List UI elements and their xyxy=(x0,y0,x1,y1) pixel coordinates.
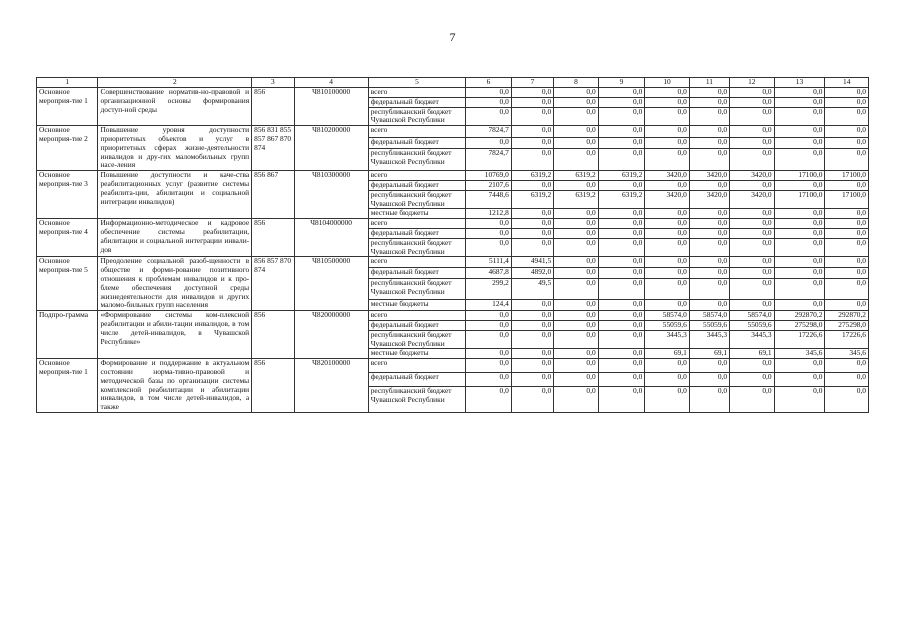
activity-description: «Формирование системы ком-плексной реабилитации и абили-тации инвалидов, в том числе детей-инвалидов, в Чувашской Республике» xyxy=(98,311,252,359)
amount-cell: 0,0 xyxy=(511,219,553,229)
amount-cell: 0,0 xyxy=(689,279,729,300)
amount-cell: 0,0 xyxy=(554,311,599,321)
amount-cell: 0,0 xyxy=(511,209,553,219)
amount-cell: 0,0 xyxy=(598,279,645,300)
amount-cell: 0,0 xyxy=(511,349,553,359)
amount-cell: 0,0 xyxy=(598,137,645,149)
table-row xyxy=(37,88,869,98)
budget-classification-code: Ч820000000 xyxy=(294,311,368,359)
amount-cell: 0,0 xyxy=(598,311,645,321)
amount-cell: 0,0 xyxy=(689,359,729,373)
amount-cell: 17226,6 xyxy=(825,330,869,349)
activity-title: Основное мероприя-тие 3 xyxy=(37,171,98,219)
executor-codes: 856 xyxy=(252,88,294,126)
amount-cell: 0,0 xyxy=(511,149,553,171)
amount-cell: 0,0 xyxy=(466,219,512,229)
amount-cell: 345,6 xyxy=(774,349,825,359)
amount-cell: 0,0 xyxy=(511,372,553,386)
amount-cell: 0,0 xyxy=(645,219,690,229)
header-cell: 3 xyxy=(252,78,294,88)
amount-cell: 0,0 xyxy=(511,137,553,149)
amount-cell: 0,0 xyxy=(689,97,729,107)
header-cell: 12 xyxy=(730,78,775,88)
amount-cell: 3420,0 xyxy=(645,171,690,181)
amount-cell: 0,0 xyxy=(730,88,775,98)
amount-cell: 0,0 xyxy=(645,180,690,190)
amount-cell: 0,0 xyxy=(466,320,512,330)
activity-title: Основное мероприя-тие 5 xyxy=(37,257,98,311)
amount-cell: 0,0 xyxy=(645,126,690,138)
amount-cell: 299,2 xyxy=(466,279,512,300)
amount-cell: 0,0 xyxy=(598,238,645,257)
amount-cell: 275298,0 xyxy=(774,320,825,330)
budget-classification-code: Ч810100000 xyxy=(294,88,368,126)
table-row xyxy=(37,257,869,268)
amount-cell: 0,0 xyxy=(598,268,645,279)
amount-cell: 58574,0 xyxy=(689,311,729,321)
amount-cell: 0,0 xyxy=(645,137,690,149)
amount-cell: 0,0 xyxy=(730,180,775,190)
amount-cell: 0,0 xyxy=(730,257,775,268)
amount-cell: 0,0 xyxy=(774,257,825,268)
amount-cell: 0,0 xyxy=(730,219,775,229)
amount-cell: 0,0 xyxy=(554,279,599,300)
amount-cell: 0,0 xyxy=(689,372,729,386)
amount-cell: 0,0 xyxy=(511,180,553,190)
amount-cell: 0,0 xyxy=(825,257,869,268)
amount-cell: 0,0 xyxy=(511,386,553,412)
amount-cell: 0,0 xyxy=(554,268,599,279)
header-cell: 6 xyxy=(466,78,512,88)
activity-title: Основное мероприя-тие 2 xyxy=(37,126,98,171)
header-row xyxy=(37,78,869,88)
amount-cell: 0,0 xyxy=(689,88,729,98)
executor-codes: 856 831 855 857 867 870 874 xyxy=(252,126,294,171)
amount-cell: 0,0 xyxy=(730,386,775,412)
amount-cell: 0,0 xyxy=(645,238,690,257)
amount-cell: 69,1 xyxy=(730,349,775,359)
amount-cell: 0,0 xyxy=(825,126,869,138)
amount-cell: 0,0 xyxy=(689,228,729,238)
executor-codes: 856 xyxy=(252,311,294,359)
funding-source: республиканский бюджет Чувашской Республики xyxy=(368,149,466,171)
amount-cell: 0,0 xyxy=(825,359,869,373)
header-cell: 4 xyxy=(294,78,368,88)
amount-cell: 0,0 xyxy=(825,180,869,190)
amount-cell: 0,0 xyxy=(730,228,775,238)
budget-classification-code: Ч810500000 xyxy=(294,257,368,311)
amount-cell: 0,0 xyxy=(730,268,775,279)
amount-cell: 49,5 xyxy=(511,279,553,300)
activity-title: Основное мероприя-тие 1 xyxy=(37,88,98,126)
amount-cell: 275298,0 xyxy=(825,320,869,330)
amount-cell: 0,0 xyxy=(825,228,869,238)
amount-cell: 0,0 xyxy=(554,320,599,330)
budget-classification-code: Ч810300000 xyxy=(294,171,368,219)
amount-cell: 0,0 xyxy=(554,372,599,386)
amount-cell: 17226,6 xyxy=(774,330,825,349)
executor-codes: 856 xyxy=(252,219,294,257)
amount-cell: 0,0 xyxy=(689,257,729,268)
amount-cell: 0,0 xyxy=(774,107,825,126)
amount-cell: 0,0 xyxy=(645,268,690,279)
amount-cell: 0,0 xyxy=(598,209,645,219)
amount-cell: 0,0 xyxy=(774,386,825,412)
funding-source: местные бюджеты xyxy=(368,209,466,219)
amount-cell: 0,0 xyxy=(825,268,869,279)
budget-classification-code: Ч810200000 xyxy=(294,126,368,171)
header-cell: 7 xyxy=(511,78,553,88)
amount-cell: 0,0 xyxy=(554,180,599,190)
amount-cell: 1212,8 xyxy=(466,209,512,219)
amount-cell: 345,6 xyxy=(825,349,869,359)
amount-cell: 3445,3 xyxy=(689,330,729,349)
funding-source: всего xyxy=(368,126,466,138)
funding-source: федеральный бюджет xyxy=(368,268,466,279)
amount-cell: 0,0 xyxy=(511,126,553,138)
amount-cell: 0,0 xyxy=(554,97,599,107)
amount-cell: 0,0 xyxy=(466,311,512,321)
amount-cell: 0,0 xyxy=(645,300,690,311)
amount-cell: 0,0 xyxy=(511,330,553,349)
amount-cell: 0,0 xyxy=(511,88,553,98)
amount-cell: 0,0 xyxy=(554,349,599,359)
amount-cell: 4941,5 xyxy=(511,257,553,268)
amount-cell: 0,0 xyxy=(554,359,599,373)
amount-cell: 0,0 xyxy=(774,137,825,149)
activity-description: Повышение уровня доступности приоритетных объектов и услуг в приоритетных сферах жизне-деятельности инвалидов и дру-гих маломобильных групп насе-ления xyxy=(98,126,252,171)
amount-cell: 0,0 xyxy=(466,386,512,412)
amount-cell: 0,0 xyxy=(730,107,775,126)
amount-cell: 0,0 xyxy=(511,97,553,107)
amount-cell: 0,0 xyxy=(466,228,512,238)
header-cell: 9 xyxy=(598,78,645,88)
activity-description: Формирование и поддержание в актуальном состоянии норма-тивно-правовой и методической базы по организации системы комплексной реабилитации и абилитации инвалидов, в том числе детей-инвалидов, а также xyxy=(98,359,252,413)
amount-cell: 0,0 xyxy=(730,300,775,311)
activity-title: Основное мероприя-тие 1 xyxy=(37,359,98,413)
funding-source: местные бюджеты xyxy=(368,349,466,359)
activity-description: Информационно-методическое и кадровое обеспечение системы реабилитации, абилитации и социальной интеграции инвали-дов xyxy=(98,219,252,257)
amount-cell: 0,0 xyxy=(598,107,645,126)
amount-cell: 0,0 xyxy=(825,137,869,149)
funding-source: республиканский бюджет Чувашской Республики xyxy=(368,238,466,257)
amount-cell: 0,0 xyxy=(774,180,825,190)
amount-cell: 0,0 xyxy=(511,311,553,321)
table-row xyxy=(37,126,869,138)
amount-cell: 0,0 xyxy=(689,238,729,257)
amount-cell: 0,0 xyxy=(689,386,729,412)
amount-cell: 6319,2 xyxy=(511,190,553,209)
funding-source: федеральный бюджет xyxy=(368,180,466,190)
amount-cell: 0,0 xyxy=(598,320,645,330)
amount-cell: 0,0 xyxy=(554,228,599,238)
activity-description: Совершенствование норматив-но-правовой и организационной основы формирования доступ-ной среды xyxy=(98,88,252,126)
amount-cell: 0,0 xyxy=(825,238,869,257)
amount-cell: 0,0 xyxy=(511,107,553,126)
amount-cell: 0,0 xyxy=(774,238,825,257)
funding-source: республиканский бюджет Чувашской Республики xyxy=(368,190,466,209)
amount-cell: 69,1 xyxy=(645,349,690,359)
page-number: 7 xyxy=(449,30,456,44)
amount-cell: 0,0 xyxy=(825,372,869,386)
amount-cell: 0,0 xyxy=(511,320,553,330)
header-cell: 10 xyxy=(645,78,690,88)
table-row xyxy=(37,171,869,181)
amount-cell: 17100,0 xyxy=(825,171,869,181)
amount-cell: 0,0 xyxy=(689,149,729,171)
amount-cell: 0,0 xyxy=(730,359,775,373)
amount-cell: 292870,2 xyxy=(774,311,825,321)
amount-cell: 0,0 xyxy=(645,359,690,373)
funding-source: местные бюджеты xyxy=(368,300,466,311)
amount-cell: 0,0 xyxy=(774,279,825,300)
funding-source: республиканский бюджет Чувашской Республики xyxy=(368,279,466,300)
amount-cell: 0,0 xyxy=(466,107,512,126)
amount-cell: 0,0 xyxy=(554,386,599,412)
funding-source: республиканский бюджет Чувашской Республики xyxy=(368,386,466,412)
budget-classification-code: Ч820100000 xyxy=(294,359,368,413)
amount-cell: 0,0 xyxy=(554,107,599,126)
amount-cell: 0,0 xyxy=(689,126,729,138)
amount-cell: 0,0 xyxy=(730,238,775,257)
executor-codes: 856 857 870 874 xyxy=(252,257,294,311)
amount-cell: 0,0 xyxy=(554,300,599,311)
amount-cell: 0,0 xyxy=(511,359,553,373)
amount-cell: 0,0 xyxy=(774,300,825,311)
funding-source: всего xyxy=(368,88,466,98)
amount-cell: 0,0 xyxy=(598,330,645,349)
funding-source: всего xyxy=(368,311,466,321)
amount-cell: 0,0 xyxy=(511,300,553,311)
header-cell: 8 xyxy=(554,78,599,88)
amount-cell: 0,0 xyxy=(645,88,690,98)
amount-cell: 0,0 xyxy=(825,88,869,98)
amount-cell: 0,0 xyxy=(774,88,825,98)
amount-cell: 0,0 xyxy=(554,257,599,268)
amount-cell: 0,0 xyxy=(774,228,825,238)
table-row xyxy=(37,359,869,373)
amount-cell: 0,0 xyxy=(554,149,599,171)
amount-cell: 0,0 xyxy=(825,219,869,229)
amount-cell: 0,0 xyxy=(554,126,599,138)
amount-cell: 0,0 xyxy=(825,386,869,412)
amount-cell: 0,0 xyxy=(774,268,825,279)
amount-cell: 0,0 xyxy=(554,330,599,349)
amount-cell: 0,0 xyxy=(825,107,869,126)
amount-cell: 0,0 xyxy=(511,238,553,257)
amount-cell: 0,0 xyxy=(825,209,869,219)
amount-cell: 0,0 xyxy=(730,209,775,219)
amount-cell: 0,0 xyxy=(598,257,645,268)
amount-cell: 0,0 xyxy=(730,279,775,300)
amount-cell: 124,4 xyxy=(466,300,512,311)
amount-cell: 0,0 xyxy=(645,279,690,300)
amount-cell: 3420,0 xyxy=(689,171,729,181)
activity-description: Повышение доступности и каче-ства реабилитационных услуг (развитие системы реабилита-ции, абилитации и социальной интеграции инвалидов) xyxy=(98,171,252,219)
amount-cell: 0,0 xyxy=(645,372,690,386)
amount-cell: 0,0 xyxy=(825,279,869,300)
amount-cell: 7824,7 xyxy=(466,126,512,138)
amount-cell: 0,0 xyxy=(554,88,599,98)
amount-cell: 0,0 xyxy=(466,97,512,107)
amount-cell: 0,0 xyxy=(825,149,869,171)
header-cell: 13 xyxy=(774,78,825,88)
amount-cell: 0,0 xyxy=(645,257,690,268)
amount-cell: 0,0 xyxy=(554,219,599,229)
funding-source: федеральный бюджет xyxy=(368,320,466,330)
amount-cell: 0,0 xyxy=(598,300,645,311)
amount-cell: 0,0 xyxy=(730,126,775,138)
table-body xyxy=(37,88,869,413)
amount-cell: 55059,6 xyxy=(645,320,690,330)
amount-cell: 292870,2 xyxy=(825,311,869,321)
amount-cell: 0,0 xyxy=(554,209,599,219)
amount-cell: 0,0 xyxy=(645,97,690,107)
amount-cell: 0,0 xyxy=(598,180,645,190)
amount-cell: 0,0 xyxy=(774,126,825,138)
amount-cell: 0,0 xyxy=(689,219,729,229)
amount-cell: 2107,6 xyxy=(466,180,512,190)
amount-cell: 0,0 xyxy=(598,372,645,386)
amount-cell: 0,0 xyxy=(689,268,729,279)
amount-cell: 0,0 xyxy=(511,228,553,238)
amount-cell: 0,0 xyxy=(774,372,825,386)
executor-codes: 856 867 xyxy=(252,171,294,219)
amount-cell: 0,0 xyxy=(689,107,729,126)
amount-cell: 3420,0 xyxy=(645,190,690,209)
budget-table xyxy=(36,77,869,413)
amount-cell: 4892,0 xyxy=(511,268,553,279)
table-row xyxy=(37,311,869,321)
amount-cell: 0,0 xyxy=(645,386,690,412)
amount-cell: 0,0 xyxy=(774,97,825,107)
amount-cell: 17100,0 xyxy=(774,190,825,209)
funding-source: всего xyxy=(368,257,466,268)
budget-classification-code: Ч8104000000 xyxy=(294,219,368,257)
header-cell: 11 xyxy=(689,78,729,88)
amount-cell: 0,0 xyxy=(466,88,512,98)
amount-cell: 0,0 xyxy=(774,149,825,171)
amount-cell: 0,0 xyxy=(554,238,599,257)
amount-cell: 0,0 xyxy=(466,238,512,257)
amount-cell: 0,0 xyxy=(598,228,645,238)
amount-cell: 0,0 xyxy=(598,149,645,171)
amount-cell: 17100,0 xyxy=(774,171,825,181)
amount-cell: 0,0 xyxy=(689,137,729,149)
funding-source: федеральный бюджет xyxy=(368,372,466,386)
amount-cell: 0,0 xyxy=(689,300,729,311)
activity-description: Преодоление социальной разоб-щенности в обществе и форми-рование позитивного отношения к проблемам инвалидов и к про-блеме обеспечения доступной среды жизнедеятельности для инвалидов и других маломо-бильных групп населения xyxy=(98,257,252,311)
funding-source: федеральный бюджет xyxy=(368,97,466,107)
amount-cell: 5111,4 xyxy=(466,257,512,268)
amount-cell: 10769,0 xyxy=(466,171,512,181)
amount-cell: 0,0 xyxy=(645,149,690,171)
amount-cell: 0,0 xyxy=(825,97,869,107)
amount-cell: 55059,6 xyxy=(730,320,775,330)
amount-cell: 17100,0 xyxy=(825,190,869,209)
executor-codes: 856 xyxy=(252,359,294,413)
amount-cell: 0,0 xyxy=(598,349,645,359)
amount-cell: 0,0 xyxy=(645,107,690,126)
amount-cell: 3420,0 xyxy=(730,171,775,181)
amount-cell: 0,0 xyxy=(774,219,825,229)
funding-source: федеральный бюджет xyxy=(368,137,466,149)
amount-cell: 0,0 xyxy=(689,209,729,219)
amount-cell: 3445,3 xyxy=(730,330,775,349)
header-cell: 2 xyxy=(98,78,252,88)
amount-cell: 3420,0 xyxy=(689,190,729,209)
funding-source: всего xyxy=(368,171,466,181)
amount-cell: 7448,6 xyxy=(466,190,512,209)
amount-cell: 6319,2 xyxy=(554,171,599,181)
header-cell: 1 xyxy=(37,78,98,88)
amount-cell: 0,0 xyxy=(774,209,825,219)
amount-cell: 0,0 xyxy=(598,126,645,138)
amount-cell: 0,0 xyxy=(466,137,512,149)
amount-cell: 0,0 xyxy=(598,386,645,412)
amount-cell: 0,0 xyxy=(689,180,729,190)
table-row xyxy=(37,219,869,229)
amount-cell: 0,0 xyxy=(645,228,690,238)
funding-source: всего xyxy=(368,359,466,373)
amount-cell: 55059,6 xyxy=(689,320,729,330)
amount-cell: 6319,2 xyxy=(554,190,599,209)
amount-cell: 6319,2 xyxy=(598,171,645,181)
activity-title: Подпро-грамма xyxy=(37,311,98,359)
amount-cell: 4687,8 xyxy=(466,268,512,279)
amount-cell: 0,0 xyxy=(466,359,512,373)
amount-cell: 0,0 xyxy=(730,372,775,386)
funding-source: республиканский бюджет Чувашской Республики xyxy=(368,330,466,349)
header-cell: 14 xyxy=(825,78,869,88)
amount-cell: 3445,3 xyxy=(645,330,690,349)
funding-source: всего xyxy=(368,219,466,229)
amount-cell: 6319,2 xyxy=(511,171,553,181)
amount-cell: 3420,0 xyxy=(730,190,775,209)
amount-cell: 58574,0 xyxy=(645,311,690,321)
amount-cell: 0,0 xyxy=(730,137,775,149)
activity-title: Основное мероприя-тие 4 xyxy=(37,219,98,257)
amount-cell: 7824,7 xyxy=(466,149,512,171)
amount-cell: 0,0 xyxy=(598,88,645,98)
amount-cell: 0,0 xyxy=(598,97,645,107)
amount-cell: 69,1 xyxy=(689,349,729,359)
amount-cell: 0,0 xyxy=(598,359,645,373)
amount-cell: 0,0 xyxy=(466,372,512,386)
amount-cell: 0,0 xyxy=(730,149,775,171)
amount-cell: 0,0 xyxy=(554,137,599,149)
funding-source: федеральный бюджет xyxy=(368,228,466,238)
amount-cell: 0,0 xyxy=(730,97,775,107)
amount-cell: 0,0 xyxy=(774,359,825,373)
amount-cell: 0,0 xyxy=(825,300,869,311)
amount-cell: 6319,2 xyxy=(598,190,645,209)
amount-cell: 0,0 xyxy=(598,219,645,229)
funding-source: республиканский бюджет Чувашской Республики xyxy=(368,107,466,126)
header-cell: 5 xyxy=(368,78,466,88)
amount-cell: 58574,0 xyxy=(730,311,775,321)
amount-cell: 0,0 xyxy=(466,330,512,349)
amount-cell: 0,0 xyxy=(466,349,512,359)
amount-cell: 0,0 xyxy=(645,209,690,219)
